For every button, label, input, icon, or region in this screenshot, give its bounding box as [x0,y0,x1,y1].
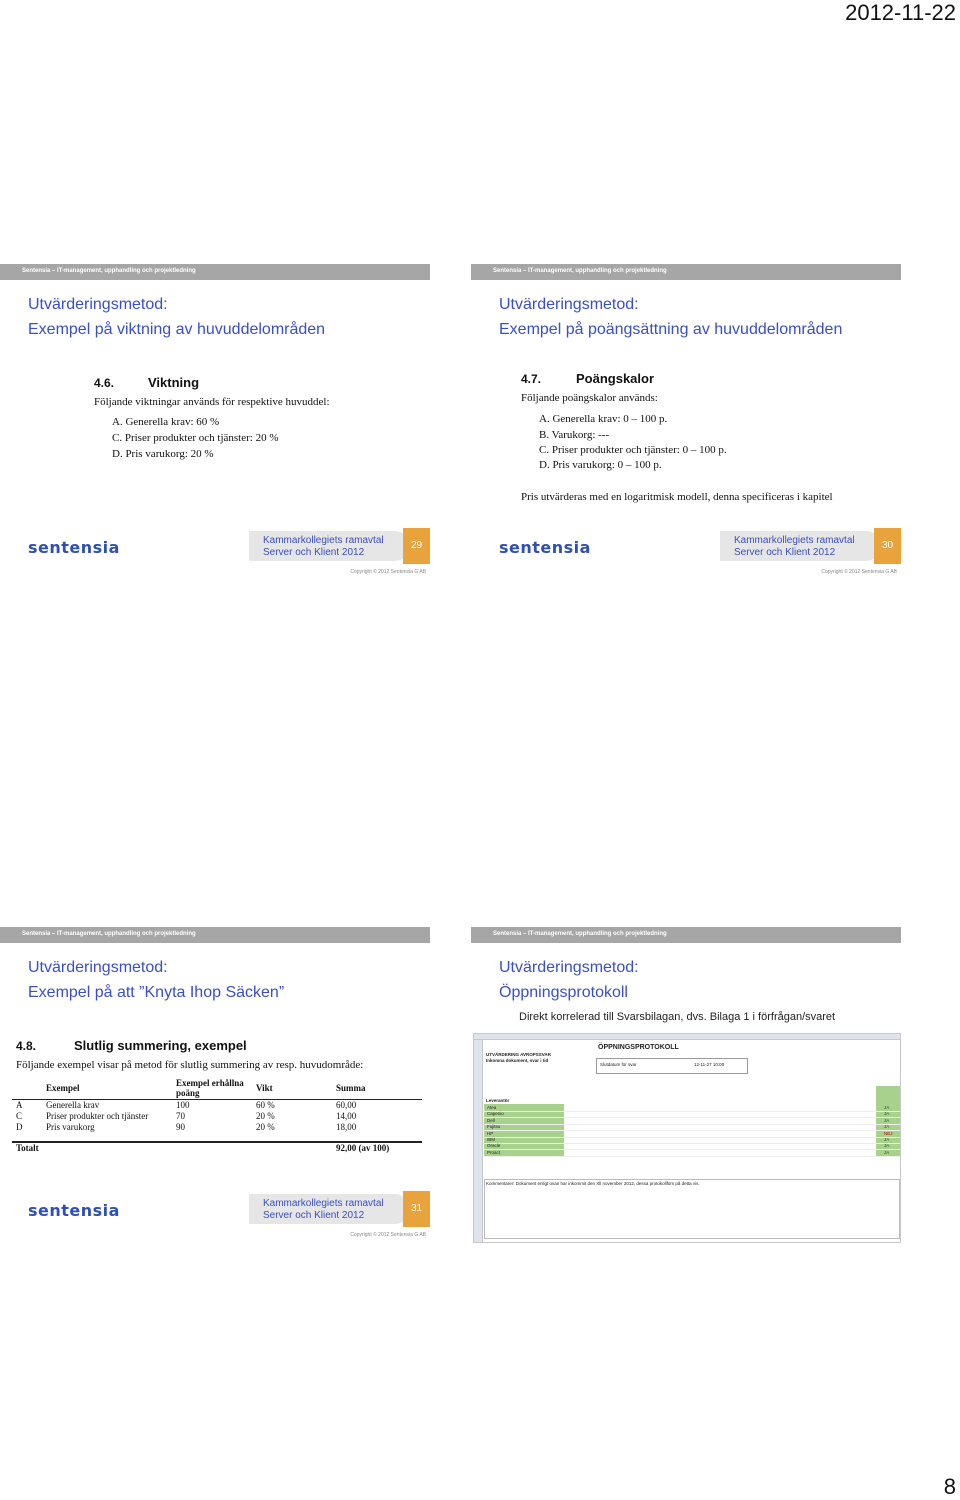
table-header-row [12,1077,422,1099]
page-date: 2012-11-22 [845,0,956,25]
slide-number: 31 [403,1191,430,1227]
summary-table [12,1077,422,1153]
total-value: 92,00 (av 100) [332,1142,422,1153]
title-line-2: Exempel på viktning av huvuddelområden [28,321,326,338]
title-line-1: Utvärderingsmetod: [499,296,639,313]
sheet-column-header [474,1034,900,1040]
supplier-name: Oracle [487,1143,501,1149]
slide-number: 30 [874,528,901,564]
section-title: Poängskalor [576,371,655,386]
sheet-comment: Kommentarer: Dokument enligt ovan har inkommit den Xll november 2012, dessa protokollförs på detta vis. [486,1181,700,1186]
topbar-text: Sentensia – IT-management, upphandling och projektledning [493,931,667,937]
supplier-name: Proact [487,1149,501,1155]
table-cell: D [16,1121,23,1132]
table-cell: Priser produkter och tjänster [46,1110,149,1121]
table-spacer-row [12,1132,422,1142]
intro-text: Följande poängskalor används: [521,392,658,404]
table-header: Exempel erhållna poäng [172,1077,252,1099]
sheet-title: ÖPPNINGSPROTOKOLL [598,1044,679,1051]
table-cell: C [16,1110,23,1121]
deadline-value: 12-11-27 10:00 [694,1062,725,1067]
sheet-gridline [483,1143,901,1144]
supplier-name: HP [487,1130,494,1136]
list-item: C. Priser produkter och tjänster: 0 – 100 p. [539,444,727,456]
table-cell: 100 [176,1099,190,1110]
sheet-gridline [483,1137,901,1138]
slide-topbar [471,264,901,280]
supplier-status: JA [884,1117,890,1123]
table-cell: A [16,1099,23,1110]
copyright: Copyright © 2012 Sentensia G AB [350,569,426,575]
spreadsheet-screenshot [473,1033,901,1243]
page-number: 8 [943,1474,956,1499]
table-header [12,1077,42,1099]
slide-number: 29 [403,528,430,564]
slide-title [28,955,284,1005]
note-text: Pris utvärderas med en logaritmisk modell, denna specificeras i kapitel [521,491,833,503]
sheet-subheading: Inkomna dokument, svar i tid [486,1058,549,1063]
supplier-status: JA [884,1137,890,1142]
slide-topbar [471,927,901,943]
supplier-name: Capenio [487,1111,504,1117]
slide-title [28,292,325,342]
sheet-heading: UTVÄRDERING AVROPSSVAR [486,1052,551,1057]
comment-box [484,1179,900,1239]
list-item: A. Generella krav: 60 % [112,416,220,428]
supplier-status: JA [884,1149,890,1155]
title-line-1: Utvärderingsmetod: [499,959,639,976]
list-item: D. Pris varukorg: 0 – 100 p. [539,459,662,471]
table-cell: 20 % [256,1121,275,1132]
title-line-2: Exempel på poängsättning av huvuddelområden [499,321,843,338]
slide-30 [471,264,901,584]
sheet-gridline [483,1156,901,1157]
footer-line-1: Kammarkollegiets ramavtal [263,1198,384,1209]
table-cell: 60 % [256,1099,275,1110]
sentensia-logo: sentensia [28,538,120,557]
table-cell: Generella krav [46,1099,100,1110]
supplier-status: JA [884,1124,890,1130]
list-item: C. Priser produkter och tjänster: 20 % [112,432,279,444]
footer-label [720,531,880,561]
sheet-gridline [483,1111,901,1112]
section-title: Viktning [148,375,200,390]
table-header: Exempel [42,1077,172,1099]
supplier-status: JA [884,1105,890,1110]
supplier-status: NEJ [884,1130,893,1136]
table-cell: 20 % [256,1110,275,1121]
copyright: Copyright © 2012 Sentensia G AB [350,1232,426,1238]
list-item: B. Varukorg: --- [539,429,610,441]
sheet-gridline [483,1124,901,1125]
table-header: Vikt [252,1077,332,1099]
document-excerpt [90,368,390,478]
table-header: Summa [332,1077,422,1099]
intro-text: Följande exempel visar på metod för slutlig summering av resp. huvudområde: [16,1059,364,1071]
slide-topbar [0,927,430,943]
table-row [12,1099,422,1110]
slide-title [499,955,639,1005]
sheet-gridline [483,1149,901,1150]
title-line-1: Utvärderingsmetod: [28,296,168,313]
title-line-1: Utvärderingsmetod: [28,959,168,976]
supplier-header: Leverantör [486,1098,510,1103]
section-title: Slutlig summering, exempel [74,1038,247,1053]
sheet-gridline [483,1117,901,1118]
slide-31 [0,927,430,1247]
slide-oppningsprotokoll [471,927,901,1247]
supplier-status: JA [884,1143,890,1149]
table-cell: 18,00 [336,1121,357,1132]
footer-label [249,531,409,561]
slide-title [499,292,842,342]
footer-label [249,1194,409,1224]
sheet-row-header [474,1040,483,1243]
section-number: 4.6. [94,376,115,390]
topbar-text: Sentensia – IT-management, upphandling och projektledning [22,931,196,937]
supplier-name: Atea [487,1105,497,1110]
supplier-status: JA [884,1111,890,1117]
supplier-name: Fujitsu [487,1124,501,1130]
topbar-text: Sentensia – IT-management, upphandling och projektledning [22,268,196,274]
table-row [12,1121,422,1132]
title-line-2: Exempel på att ”Knyta Ihop Säcken” [28,984,285,1001]
slide-topbar [0,264,430,280]
copyright: Copyright © 2012 Sentensia G AB [821,569,897,575]
table-row [12,1110,422,1121]
intro-text: Följande viktningar används för respektive huvuddel: [94,396,330,408]
supplier-name: Dell [487,1117,495,1123]
deadline-label: Slutdatum för svar [600,1062,637,1067]
table-cell: 90 [176,1121,185,1132]
slide-29 [0,264,430,584]
document-excerpt [519,364,899,509]
table-cell: 60,00 [336,1099,357,1110]
footer-line-1: Kammarkollegiets ramavtal [734,535,855,546]
slide-footer [0,528,430,578]
table-total-row [12,1142,422,1153]
title-line-2: Öppningsprotokoll [499,984,628,1001]
list-item: D. Pris varukorg: 20 % [112,448,214,460]
table-cell: Pris varukorg [46,1121,95,1132]
sentensia-logo: sentensia [499,538,591,557]
supplier-name: IBM [487,1137,496,1142]
total-label: Totalt [12,1142,332,1153]
section-number: 4.7. [521,372,542,386]
slide-footer [0,1191,430,1241]
sheet-gridline [483,1130,901,1131]
table-cell: 70 [176,1110,185,1121]
sentensia-logo: sentensia [28,1201,120,1220]
topbar-text: Sentensia – IT-management, upphandling och projektledning [493,268,667,274]
list-item: A. Generella krav: 0 – 100 p. [539,413,668,425]
footer-line-1: Kammarkollegiets ramavtal [263,535,384,546]
footer-line-2: Server och Klient 2012 [734,547,836,558]
footer-line-2: Server och Klient 2012 [263,1210,365,1221]
section-number: 4.8. [16,1039,37,1053]
slide-footer [471,528,901,578]
table-cell: 14,00 [336,1110,357,1121]
document-excerpt [12,1031,426,1161]
slide-subtitle: Direkt korrelerad till Svarsbilagan, dvs. Bilaga 1 i förfrågan/svaret [519,1011,836,1023]
footer-line-2: Server och Klient 2012 [263,547,365,558]
